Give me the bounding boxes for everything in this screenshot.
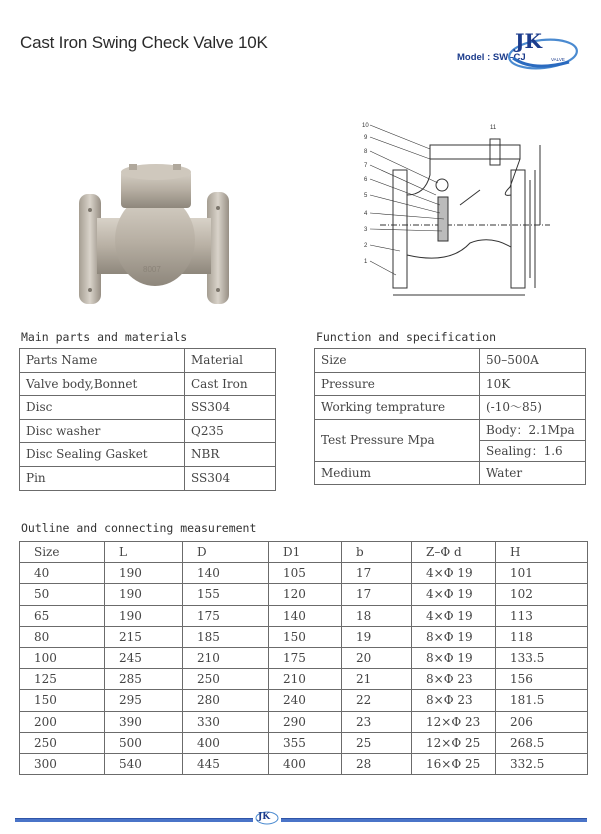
table-row [20,443,276,467]
table-cell: 175 [183,605,269,626]
footer-jk-logo [253,807,279,827]
table-cell: 50 [20,584,105,605]
jk-valve-logo [503,28,579,72]
table-cell: 400 [183,732,269,753]
table-cell: 19 [342,626,412,647]
table-cell: 105 [269,563,342,584]
table-cell: 400 [269,754,342,775]
table-cell: 140 [183,563,269,584]
valve-photo [55,130,255,310]
table-cell: 206 [496,711,588,732]
spec-value: Water [480,461,586,485]
outline-section-heading: Outline and connecting measurement [21,521,257,535]
spec-value-body: Body：2.1Mpa [480,419,586,440]
table-cell: 8×Φ 19 [412,648,496,669]
table-cell: 155 [183,584,269,605]
table-cell: 215 [105,626,183,647]
table-row [315,461,586,485]
footer-divider-left [15,818,253,822]
table-row [315,372,586,396]
table-cell: 120 [269,584,342,605]
table-cell: 175 [269,648,342,669]
parts-materials-table [19,348,276,491]
table-cell: 80 [20,626,105,647]
table-cell: 20 [342,648,412,669]
table-cell: 250 [183,669,269,690]
part-material: NBR [185,443,276,467]
table-cell: 540 [105,754,183,775]
table-cell: 280 [183,690,269,711]
left-flange-outline [393,170,407,288]
column-header: L [105,542,183,563]
column-header: H [496,542,588,563]
spec-label: Size [315,349,480,373]
table-row [20,754,588,775]
table-cell: 101 [496,563,588,584]
svg-text:8: 8 [364,149,368,155]
column-header: D1 [269,542,342,563]
table-cell: 150 [20,690,105,711]
function-spec-table [314,348,586,485]
bonnet-outline [430,145,520,159]
table-cell: 21 [342,669,412,690]
table-row [20,396,276,420]
spec-label: Pressure [315,372,480,396]
table-cell: 28 [342,754,412,775]
spec-label: Working temprature [315,396,480,420]
table-cell: 210 [269,669,342,690]
table-cell: 190 [105,605,183,626]
table-header-row [20,349,276,373]
table-cell: 22 [342,690,412,711]
table-cell: 12×Φ 23 [412,711,496,732]
logo-subtext: VALVE [551,57,565,62]
table-cell: 332.5 [496,754,588,775]
table-cell: 285 [105,669,183,690]
table-header-row [20,542,588,563]
table-cell: 295 [105,690,183,711]
svg-text:4: 4 [364,211,368,217]
svg-text:1: 1 [364,259,368,265]
table-row [20,711,588,732]
table-cell: 150 [269,626,342,647]
column-header: Z–Φ d [412,542,496,563]
table-row [315,349,586,373]
table-cell: 250 [20,732,105,753]
model-number: Model : SW–CJ [457,52,526,63]
table-cell: 185 [183,626,269,647]
right-flange-outline [511,170,525,288]
svg-text:11: 11 [490,125,497,131]
table-cell: 245 [105,648,183,669]
table-cell: 210 [183,648,269,669]
column-header: b [342,542,412,563]
function-section-heading: Function and specification [316,330,497,344]
table-cell: 140 [269,605,342,626]
svg-text:2: 2 [364,243,368,249]
table-cell: 113 [496,605,588,626]
column-header: Size [20,542,105,563]
table-row [20,584,588,605]
table-cell: 118 [496,626,588,647]
logo-text: JK [515,29,542,53]
table-cell: 40 [20,563,105,584]
table-row [20,563,588,584]
table-cell: 23 [342,711,412,732]
table-row [20,690,588,711]
table-row [20,648,588,669]
spec-label: Test Pressure Mpa [315,419,480,461]
part-material: SS304 [185,396,276,420]
table-cell: 355 [269,732,342,753]
table-cell: 17 [342,584,412,605]
table-cell: 125 [20,669,105,690]
outline-measurement-table [19,541,588,775]
table-cell: 25 [342,732,412,753]
table-cell: 200 [20,711,105,732]
table-row [20,372,276,396]
spec-value: 10K [480,372,586,396]
svg-text:5: 5 [364,193,368,199]
table-cell: 240 [269,690,342,711]
table-cell: 102 [496,584,588,605]
table-cell: 190 [105,563,183,584]
table-cell: 500 [105,732,183,753]
table-row [20,605,588,626]
table-cell: 390 [105,711,183,732]
table-cell: 16×Φ 25 [412,754,496,775]
spec-value: 50–500A [480,349,586,373]
table-row [315,396,586,420]
table-cell: 156 [496,669,588,690]
part-name: Disc [20,396,185,420]
table-row [20,466,276,490]
table-cell: 190 [105,584,183,605]
table-cell: 65 [20,605,105,626]
svg-text:9: 9 [364,135,368,141]
table-row [20,732,588,753]
table-row [20,419,276,443]
spec-label: Medium [315,461,480,485]
parts-section-heading: Main parts and materials [21,330,188,344]
part-material: SS304 [185,466,276,490]
table-cell: 4×Φ 19 [412,563,496,584]
svg-text:8007: 8007 [143,265,161,274]
valve-section-drawing [360,115,560,305]
table-cell: 300 [20,754,105,775]
part-name: Disc washer [20,419,185,443]
table-row [20,669,588,690]
table-row [315,419,586,440]
part-material: Cast Iron [185,372,276,396]
table-cell: 18 [342,605,412,626]
svg-text:JK: JK [258,812,271,822]
table-cell: 8×Φ 19 [412,626,496,647]
table-cell: 4×Φ 19 [412,584,496,605]
table-cell: 181.5 [496,690,588,711]
table-cell: 4×Φ 19 [412,605,496,626]
svg-text:6: 6 [364,177,368,183]
page-title: Cast Iron Swing Check Valve 10K [20,33,268,52]
spec-value: (-10～85) [480,396,586,420]
table-cell: 100 [20,648,105,669]
column-header: D [183,542,269,563]
table-cell: 268.5 [496,732,588,753]
part-material: Q235 [185,419,276,443]
header-material: Material [185,349,276,373]
svg-text:10: 10 [362,123,369,129]
table-row [20,626,588,647]
table-cell: 445 [183,754,269,775]
footer-divider-right [281,818,587,822]
table-cell: 330 [183,711,269,732]
table-cell: 12×Φ 25 [412,732,496,753]
table-cell: 17 [342,563,412,584]
table-cell: 8×Φ 23 [412,690,496,711]
part-name: Valve body,Bonnet [20,372,185,396]
svg-text:3: 3 [364,227,368,233]
spec-value-sealing: Sealing：1.6 [480,440,586,461]
part-name: Disc Sealing Gasket [20,443,185,467]
table-cell: 133.5 [496,648,588,669]
table-cell: 8×Φ 23 [412,669,496,690]
table-cell: 290 [269,711,342,732]
svg-text:7: 7 [364,163,368,169]
header-parts-name: Parts Name [20,349,185,373]
part-name: Pin [20,466,185,490]
